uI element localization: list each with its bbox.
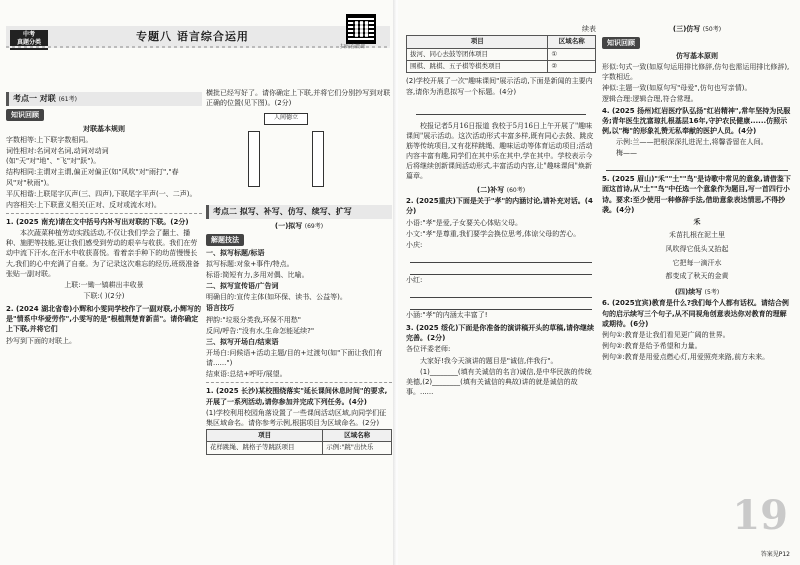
qr-code-icon[interactable] [346,14,376,44]
tech-item: 反问/呼告:"没有水,生命怎能延续?" [206,326,315,335]
rule-item: 字数相等:上下联字数相同。 [6,135,93,144]
nixie-count: (69考) [304,222,324,230]
rule-item: 神似:主题一致(如原句写"母爱",仿句也写亲情)。 [602,84,752,93]
question-2-cont: 横批已经写好了。请你确定上下联,并将它们分别抄写到对联正确的位置(见下图)。(2分) [206,89,391,108]
poem-line: 禾苗扎根在泥土里 [669,231,725,240]
poem [602,216,792,283]
rule-item: 平仄相谐:上联尾字仄声(三、四声),下联尾字平声(一、二声)。 [6,189,197,198]
poem-line: 风吹得它低头又抬起 [665,244,729,253]
question-2-note: 抄写到下面的对联上。 [6,336,76,345]
news-body: 校报记者5月16日报道 我校于5月16日上午开展了"趣味课间"展示活动。这次活动形式丰富多样,既有同心去鼓、跳皮筋等传统项目,又有花样跳绳、趣味运动等体育运动项目;活动内容丰富有趣,同学们在其中乐在其中,学在其中。学校表示今后将继续创新课间活动形式,丰富活动内容,让"趣味课间"焕新篇章。 [406,121,594,181]
right-column-2 [602,24,792,363]
question-4-blank[interactable]: 梅—— [616,149,637,158]
kaodian1-title: 对联 [39,94,56,103]
kaodian2-title: 拟写、补写、仿写、续写、扩写 [239,207,352,217]
dialogue-line: 小涵:"孝"的内涵太丰富了! [406,311,488,320]
table-header: 项目 [407,36,548,48]
poem-line: 它把每一滴汗水 [672,258,722,267]
table-cell: 拔河、同心去鼓等团体项目 [407,48,548,60]
couplet-figure [206,109,392,189]
xuxie-count: (5考) [704,288,720,296]
tech-item: 押韵:"垃圾分类我,环保不用愁" [206,315,302,324]
tech-item: 三、拟写开场白/结束语 [206,337,279,346]
xuxie-label: (四)续写 [674,287,703,296]
rule-item: 逻辑合理:逻辑合理,符合常理。 [602,95,698,104]
question-2-title: 2. (2024 湖北省卷)小辉和小雯同学校作了一副对联,小辉写的是"情系中华爱劳作",小雯写的是"根植荆楚育新苗"。请你确定上下联,并将它们 [6,305,201,334]
question-4: 4. (2025 扬州)红岩医疗队弘扬"红岩精神",常年坚持为民服务;青年医生沈富琼扎根基层16年,守护农民健康......仿照示例,以"梅"的形象礼赞无私奉献的医护人员。(4分) [602,106,791,135]
table-row [207,442,392,454]
question-3-title: 3. (2025 绥化)下面是你准备的演讲稿开头的草稿,请你继续完善。(2分) [406,324,594,343]
dialogue-line: 小语:"孝"是爱,子女要关心体贴父母。 [406,218,523,227]
tech-item: 结束语:总结+呼吁/展望。 [206,370,287,379]
question-1-title: 1. (2025 南充)请在文中括号内补写出对联的下联。(2分) [6,217,189,226]
couplet-left-box[interactable] [248,131,260,187]
zhishi-label: 知识回顾 [6,109,44,121]
couplet-right-box[interactable] [312,131,324,187]
poem-title: 禾 [693,216,701,226]
dialogue-line: 小庆: [406,240,423,249]
rule-item: 词性相对:名词对名词,动词对动词(如"天"对"地"、"飞"对"跃")。 [6,147,109,166]
naming-table [206,429,392,455]
tech-item: 开场白:问候语+活动主题/目的+过渡句(如"下面让我们有请......") [206,348,383,368]
divider [6,213,202,214]
table-cell-answer[interactable]: ① [548,48,596,60]
poem-line: 都变成了秋天的金黄 [665,272,729,281]
rules-title: 仿写基本原则 [676,51,718,60]
qr-caption: 扫码看微课 [340,44,366,50]
tech-item: 明确目的:宣传主体(如环保、读书、公益等)。 [206,293,347,302]
table-cell: 示例:"跳"出快乐 [323,442,392,454]
example-line: 例句①:教育是让我们看见更广阔的世界。 [602,330,730,339]
tech-item: 二、拟写宣传语/广告词 [206,282,279,291]
answer-reference: 答案见P12 [760,551,790,559]
table-header: 项目 [207,429,323,441]
rule-item: 内容相关:上下联意义相关(正对、反对或流水对)。 [6,200,161,209]
left-page [0,0,396,565]
question-3-fill[interactable]: (1)________(填有关诚信的名言)诚信,是中华民族的传统美德,(2)________(填有关诚信的典故)讲的就是诚信的故事。...... [406,367,592,397]
rules-title: 对联基本规则 [83,124,125,133]
example-line: 例句③:教育是用爱点燃心灯,用爱照亮来路,前方未来。 [602,353,770,362]
xuxie-heading [602,287,792,298]
couplet-down[interactable]: 下联:( )(2分) [83,291,125,300]
answer-line[interactable] [416,103,586,115]
couplet-up: 上联:一锄一镐耕出丰收景 [64,280,144,289]
buxie-count: (60考) [506,186,526,194]
hengpi-box: 人间德立 [264,113,308,125]
example-line: 例句②:教育是给予希望和力量。 [602,342,702,351]
divider [206,382,392,383]
right-page [398,0,800,565]
rule-item: 结构相同:主谓对主谓,偏正对偏正(如"风吹"对"雨打","春风"对"秋雨")。 [6,168,179,187]
header-stripe [6,46,390,48]
rule-item: 形似:句式一致(如原句运用排比修辞,仿句也需运用排比修辞),字数相近。 [602,62,790,82]
fangxie-heading [602,24,792,35]
question-3-hint: 各位评委老师: [406,345,451,354]
table-cell-answer[interactable]: ② [548,60,596,72]
buxie-label: (二)补写 [476,185,505,194]
kaodian1-bar [6,92,202,106]
answer-line[interactable] [606,159,788,171]
table-row [407,48,596,60]
news-question: (2)学校开展了一次"趣味课间"展示活动,下面是新闻的主要内容,请你为消息拟写一个标题。(4分) [406,77,593,96]
topic-header [6,26,390,48]
question-1-body: 本次蔬菜种植劳动实践活动,不仅让我们学会了翻土、播种、施肥等技能,更让我们感受到劳动的艰辛与收获。我们在劳动中流下汗水,在汗水中收获喜悦。看着亲手种下的幼苗慢慢长大,我们的心中充满了自豪。为了记录这次难忘的经历,班级准备张贴一副对联。 [6,229,200,278]
tech-item: 语言技巧 [206,304,234,313]
page-number: 19 [732,492,788,539]
kaodian1-label: 考点一 [13,94,37,103]
dialogue-line: 小文:"孝"是尊重,我们要学会换位思考,体谅父母的苦心。 [406,229,581,238]
right-column-1 [406,24,596,398]
question-2-title: 2. (2025重庆)下面是关于"孝"的内涵讨论,请补充对话。(4分) [406,197,593,216]
brand-logo: 中考 真题分类 [10,30,48,50]
table-cell: 围棋、跳棋、五子棋等棋类项目 [407,60,548,72]
question-6: 6. (2025宜宾)教育是什么?我们每个人都有话权。请结合例句的启示续写三个句子,从不同视角创意表达你对教育的理解或期待。(6分) [602,299,789,328]
left-column-1 [6,92,202,347]
table-row [407,60,596,72]
question-5: 5. (2025 眉山)"禾""土""鸟"是诗歌中常见的意象,请借鉴下面这首诗,从"土""鸟"中任选一个意象作为题目,写一首四行小诗。要求:至少使用一种修辞手法,借助意象表达情思,不得抄袭。(4分) [602,175,791,214]
tech-item: 拟写标题:对象+事件/特点。 [206,259,294,268]
answer-line[interactable] [410,298,592,310]
table-header: 区域名称 [548,36,596,48]
fangxie-count: (50考) [702,26,722,33]
fangxie-label: (三)仿写 [672,25,701,33]
left-column-2 [206,88,392,455]
xubiao-label: 续表 [582,25,596,33]
table-header: 区域名称 [323,429,392,441]
answer-line[interactable] [410,251,592,263]
zhishi-label: 知识回顾 [602,37,640,49]
naming-table-cont [406,35,596,73]
answer-line[interactable] [410,263,592,275]
nixie-label: (一)拟写 [274,221,303,230]
nixie-heading [206,221,392,232]
kaodian2-bar [206,205,392,219]
answer-line[interactable] [410,286,592,298]
table-cell: 花样跳绳、跳格子等跳跃项目 [207,442,323,454]
jieti-label: 解题技法 [206,234,244,246]
question-4-example: 示例:兰——把根深深扎进泥土,将馨香留在人间。 [616,137,768,146]
dialogue-line: 小红: [406,275,423,284]
question-3-body: 大家好!我今天演讲的题目是"诚信,伴我行"。 [420,356,558,365]
tech-item: 一、拟写标题/标语 [206,248,265,257]
buxie-heading [406,185,596,196]
kaodian2-label: 考点二 [213,207,237,217]
question-3-title: 1. (2025 长沙)某校围绕落实"延长课间休息时间"的要求,开展了一系列活动,请你参加并完成下列任务。(4分) [206,387,388,406]
topic-title: 专题八 语言综合运用 [136,30,249,43]
question-3-sub: (1)学校利用校园角落设置了一些课间活动区域,向同学们征集区域命名。请你参考示例,根据项目为区域命名。(2分) [206,408,387,427]
tech-item: 标语:简短有力,多用对偶、比喻。 [206,270,309,279]
kaodian1-count: (61考) [58,96,77,103]
